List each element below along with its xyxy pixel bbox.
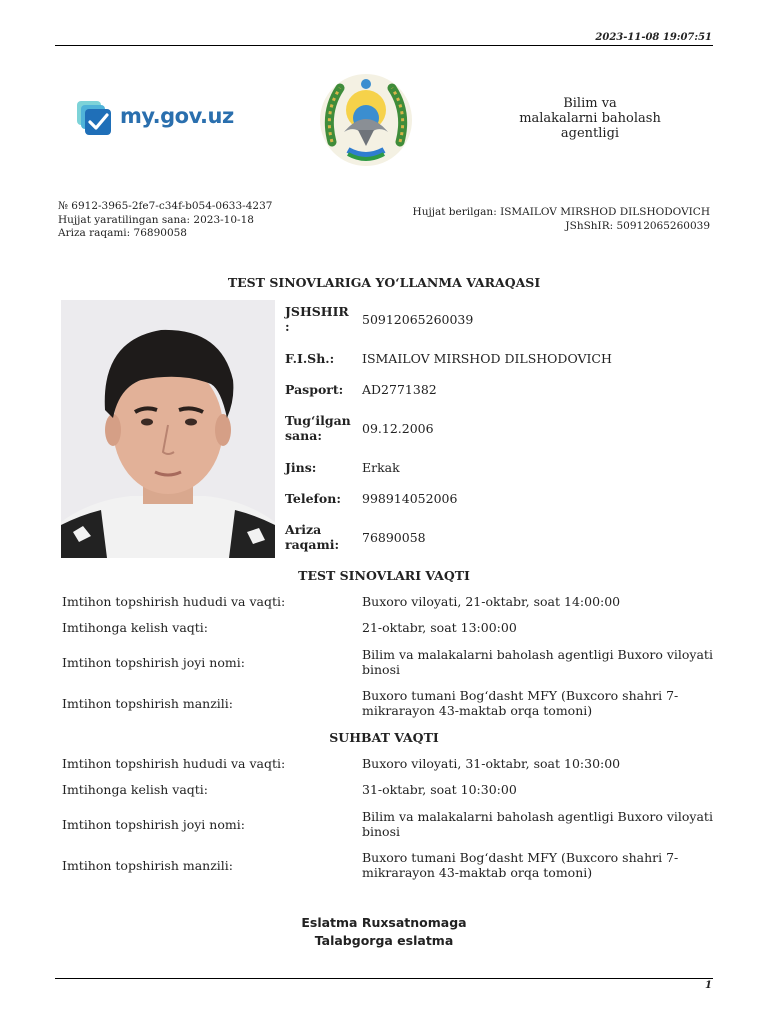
state-emblem-icon bbox=[318, 72, 414, 168]
applicant-photo bbox=[61, 300, 275, 558]
row-label: Imtihonga kelish vaqti: bbox=[62, 782, 209, 797]
page-number: 1 bbox=[705, 980, 712, 991]
application-number: Ariza raqami: 76890058 bbox=[58, 227, 187, 239]
row-label: Imtihon topshirish joyi nomi: bbox=[62, 655, 245, 670]
field-value: ISMAILOV MIRSHOD DILSHODOVICH bbox=[362, 351, 612, 366]
row-label: Imtihon topshirish hududi va vaqti: bbox=[62, 594, 286, 609]
field-label: Pasport: bbox=[285, 382, 344, 397]
row-label: Imtihon topshirish manzili: bbox=[62, 858, 233, 873]
field-label: Ariza raqami: bbox=[285, 522, 340, 552]
interview-schedule-heading: SUHBAT VAQTI bbox=[329, 730, 439, 745]
field-label: Telefon: bbox=[285, 491, 341, 506]
field-value: Erkak bbox=[362, 460, 400, 475]
field-value: 76890058 bbox=[362, 530, 426, 545]
row-value: Buxoro viloyati, 21-oktabr, soat 14:00:00 bbox=[362, 594, 621, 609]
document-number: № 6912-3965-2fe7-c34f-b054-0633-4237 bbox=[58, 200, 273, 212]
mygov-check-icon bbox=[76, 100, 116, 138]
note-applicant[interactable]: Talabgorga eslatma bbox=[314, 933, 454, 948]
field-value: 50912065260039 bbox=[362, 312, 474, 327]
row-label: Imtihon topshirish manzili: bbox=[62, 696, 233, 711]
bottom-rule bbox=[55, 978, 713, 979]
agency-line: malakalarni baholash bbox=[519, 111, 661, 126]
top-rule bbox=[55, 45, 713, 46]
row-value: Buxoro tumani Bog‘dasht MFY (Buxcoro shahri 7-mikrarayon 43-maktab orqa tomoni) bbox=[362, 688, 679, 718]
row-value: Buxoro viloyati, 31-oktabr, soat 10:30:00 bbox=[362, 756, 621, 771]
agency-line: Bilim va bbox=[563, 96, 617, 111]
agency-line: agentligi bbox=[560, 126, 620, 141]
document-created-date: Hujjat yaratilingan sana: 2023-10-18 bbox=[58, 213, 254, 226]
field-value: 09.12.2006 bbox=[362, 421, 434, 436]
generated-datetime: 2023-11-08 19:07:51 bbox=[595, 32, 712, 43]
test-schedule-heading: TEST SINOVLARI VAQTI bbox=[298, 568, 470, 583]
row-label: Imtihon topshirish joyi nomi: bbox=[62, 817, 245, 832]
issued-to: Hujjat berilgan: ISMAILOV MIRSHOD DILSHODOVICH bbox=[412, 206, 710, 218]
row-value: 31-oktabr, soat 10:30:00 bbox=[362, 782, 517, 797]
field-value: AD2771382 bbox=[362, 382, 437, 397]
field-label: JSHSHIR : bbox=[285, 304, 349, 334]
row-value: Bilim va malakalarni baholash agentligi Buxoro viloyati binosi bbox=[362, 809, 713, 839]
row-value: 21-oktabr, soat 13:00:00 bbox=[362, 620, 517, 635]
mygov-logo-text: my.gov.uz bbox=[120, 104, 234, 128]
row-value: Bilim va malakalarni baholash agentligi Buxoro viloyati binosi bbox=[362, 647, 713, 677]
field-label: Tug‘ilgan sana: bbox=[285, 413, 351, 443]
agency-name bbox=[510, 96, 670, 141]
row-value: Buxoro tumani Bog‘dasht MFY (Buxcoro shahri 7-mikrarayon 43-maktab orqa tomoni) bbox=[362, 850, 679, 880]
page-title: TEST SINOVLARIGA YO‘LLANMA VARAQASI bbox=[227, 275, 541, 290]
row-label: Imtihonga kelish vaqti: bbox=[62, 620, 209, 635]
field-label: F.I.Sh.: bbox=[285, 351, 335, 366]
document-meta bbox=[58, 200, 272, 241]
issued-to-meta bbox=[413, 206, 710, 233]
field-label: Jins: bbox=[285, 460, 317, 475]
row-label: Imtihon topshirish hududi va vaqti: bbox=[62, 756, 286, 771]
field-value: 998914052006 bbox=[362, 491, 458, 506]
issued-to-pinfl: JShShIR: 50912065260039 bbox=[565, 219, 710, 232]
note-permit[interactable]: Eslatma Ruxsatnomaga bbox=[301, 915, 467, 930]
mygov-logo bbox=[76, 100, 236, 140]
